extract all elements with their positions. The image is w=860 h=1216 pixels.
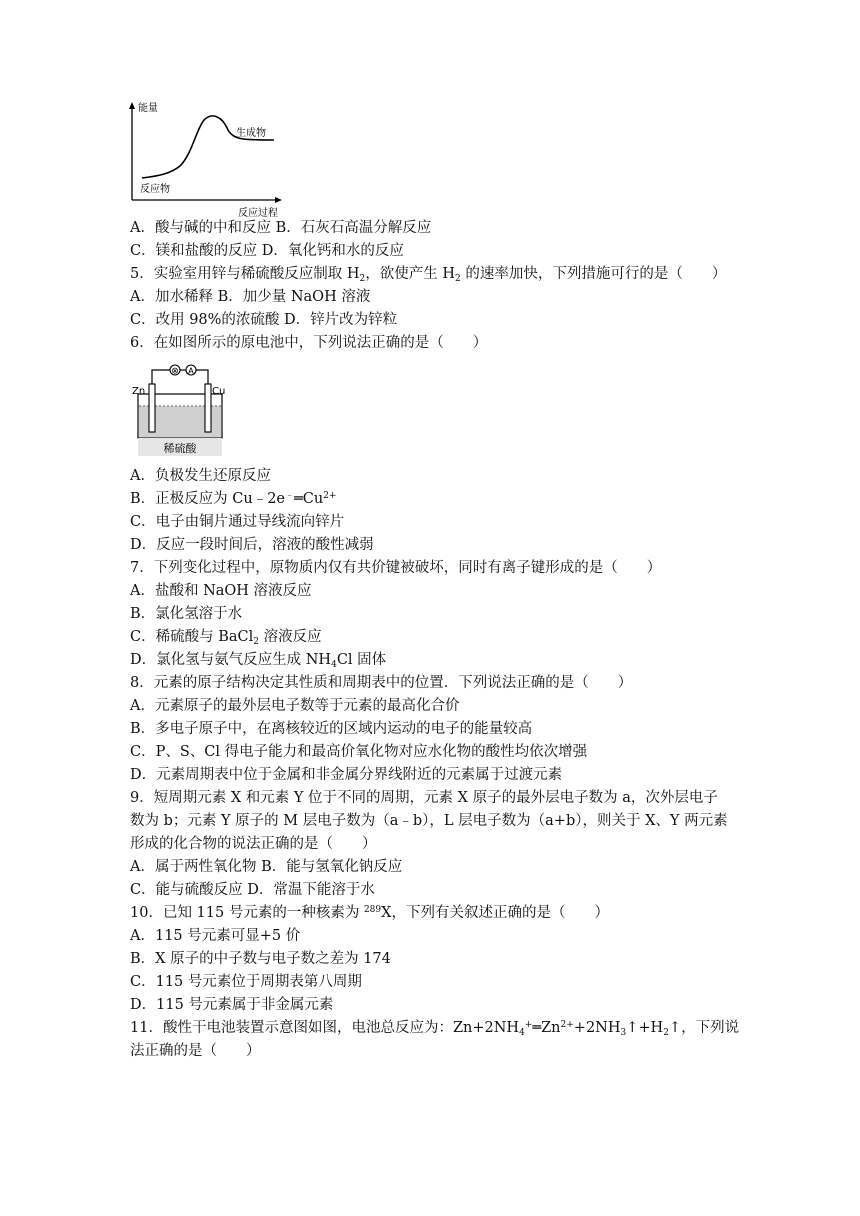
q7-option-c <box>130 627 322 647</box>
q4-options-line1: A．酸与碱的中和反应 B．石灰石高温分解反应 <box>130 220 432 236</box>
q9-stem-line2: 数为 b；元素 Y 原子的 M 层电子数为（a﹣b），L 层电子数为（a+b），则关于 X、Y 两元素 <box>130 813 728 829</box>
q4-options-line2: C．镁和盐酸的反应 D．氧化钙和水的反应 <box>130 243 404 259</box>
q11-sub3: 2 <box>663 1028 669 1038</box>
q10-option-a: A．115 号元素可显+5 价 <box>130 928 301 944</box>
q8-option-c: C．P、S、Cl 得电子能力和最高价氧化物对应水化物的酸性均依次增强 <box>130 744 588 760</box>
galvanic-cell-diagram <box>128 360 228 458</box>
q11-mid1: ═Zn <box>532 1020 561 1036</box>
q5-stem <box>130 264 726 284</box>
cu-label: Cu <box>212 386 226 397</box>
q7-stem: 7．下列变化过程中，原物质内仅有共价键被破坏，同时有离子键形成的是（ ） <box>130 560 662 576</box>
x-axis-label: 反应过程 <box>238 208 278 219</box>
y-axis-label: 能量 <box>138 103 158 114</box>
q6-option-d: D．反应一段时间后，溶液的酸性减弱 <box>130 537 374 553</box>
q7-option-d <box>130 650 386 670</box>
q6-stem: 6．在如图所示的原电池中，下列说法正确的是（ ） <box>130 335 488 351</box>
q11-mid2: +2NH <box>573 1020 621 1036</box>
q7-option-c-text: C．稀硫酸与 BaCl <box>130 629 254 645</box>
q5-sub1: 2 <box>359 274 366 284</box>
q9-options-cd: C．能与硫酸反应 D．常温下能溶于水 <box>130 882 375 898</box>
q7-option-d-post: Cl 固体 <box>336 652 387 668</box>
q9-stem-line1: 9．短周期元素 X 和元素 Y 位于不同的周期，元素 X 原子的最外层电子数为 a，次外层电子 <box>130 790 718 806</box>
q6-option-b-sup2: 2+ <box>323 491 337 501</box>
q8-option-d: D．元素周期表中位于金属和非金属分界线附近的元素属于过渡元素 <box>130 767 563 783</box>
q10-stem-text: 10．已知 115 号元素的一种核素为 <box>130 905 364 921</box>
q11-sup1: + <box>524 1020 533 1030</box>
q7-option-c-sub: 2 <box>253 637 259 647</box>
energy-diagram-svg <box>118 100 288 220</box>
q5-stem-b: ，欲使产生 H <box>365 266 455 282</box>
q7-option-a: A．盐酸和 NaOH 溶液反应 <box>130 583 312 599</box>
q5-sub2: 2 <box>454 274 461 284</box>
product-label: 生成物 <box>236 128 266 139</box>
q9-options-ab: A．属于两性氧化物 B．能与氢氧化钠反应 <box>130 859 403 875</box>
copper-electrode <box>205 384 211 432</box>
q6-option-a: A．负极发生还原反应 <box>130 468 271 484</box>
q10-stem <box>130 903 609 923</box>
reactant-label: 反应物 <box>140 184 170 195</box>
q8-option-a: A．元素原子的最外层电子数等于元素的最高化合价 <box>130 698 460 714</box>
q11-stem-line2: 法正确的是（ ） <box>130 1043 261 1059</box>
q11-tail: ↑+H <box>626 1020 664 1036</box>
q5-options-ab: A．加水稀释 B．加少量 NaOH 溶液 <box>130 289 371 305</box>
q10-option-b: B．X 原子的中子数与电子数之差为 174 <box>130 951 391 967</box>
q10-mass-number: 289 <box>363 905 382 915</box>
zinc-electrode <box>149 384 155 432</box>
energy-curve <box>142 116 274 178</box>
q11-end: ↑，下列说 <box>668 1020 740 1036</box>
q11-stem-text: 11．酸性干电池装置示意图如图，电池总反应为：Zn+2NH <box>130 1020 520 1036</box>
q8-stem: 8．元素的原子结构决定其性质和周期表中的位置．下列说法正确的是（ ） <box>130 675 633 691</box>
y-axis-arrow-icon <box>129 102 135 109</box>
q5-stem-a: 5．实验室用锌与稀硫酸反应制取 H <box>130 266 360 282</box>
q6-option-c: C．电子由铜片通过导线流向锌片 <box>130 514 345 530</box>
solution-label: 稀硫酸 <box>163 442 197 455</box>
lamp-symbol: ⊗ <box>171 366 179 377</box>
q5-stem-c: 的速率加快，下列措施可行的是（ ） <box>460 266 727 282</box>
q11-sup2: 2+ <box>560 1020 574 1030</box>
zn-label: Zn <box>132 386 146 397</box>
q5-options-cd: C．改用 98%的浓硫酸 D．锌片改为锌粒 <box>130 312 398 328</box>
q8-option-b: B．多电子原子中，在离核较近的区域内运动的电子的能量较高 <box>130 721 533 737</box>
q11-sub2: 3 <box>620 1028 627 1038</box>
q9-stem-line3: 形成的化合物的说法正确的是（ ） <box>130 836 377 852</box>
q7-option-b: B．氯化氢溶于水 <box>130 606 243 622</box>
q7-option-c-post: 溶液反应 <box>258 629 322 645</box>
energy-diagram <box>118 100 288 220</box>
q6-option-b-sup1: ﹣ <box>285 491 295 501</box>
q6-option-b-mid: ═Cu <box>294 491 324 507</box>
q10-option-d: D．115 号元素属于非金属元素 <box>130 997 334 1013</box>
q11-sub1: 4 <box>519 1028 525 1038</box>
q7-option-d-text: D．氯化氢与氨气反应生成 NH <box>130 652 332 668</box>
q6-option-b <box>130 489 336 509</box>
q7-option-d-sub: 4 <box>331 660 337 670</box>
q10-stem-post: X，下列有关叙述正确的是（ ） <box>381 905 609 921</box>
q11-stem <box>130 1018 739 1038</box>
q6-option-b-text: B．正极反应为 Cu﹣2e <box>130 491 286 507</box>
galvanic-cell-svg <box>128 360 228 458</box>
q10-option-c: C．115 号元素位于周期表第八周期 <box>130 974 362 990</box>
ammeter-symbol: A <box>188 366 194 376</box>
x-axis-arrow-icon <box>275 197 282 203</box>
